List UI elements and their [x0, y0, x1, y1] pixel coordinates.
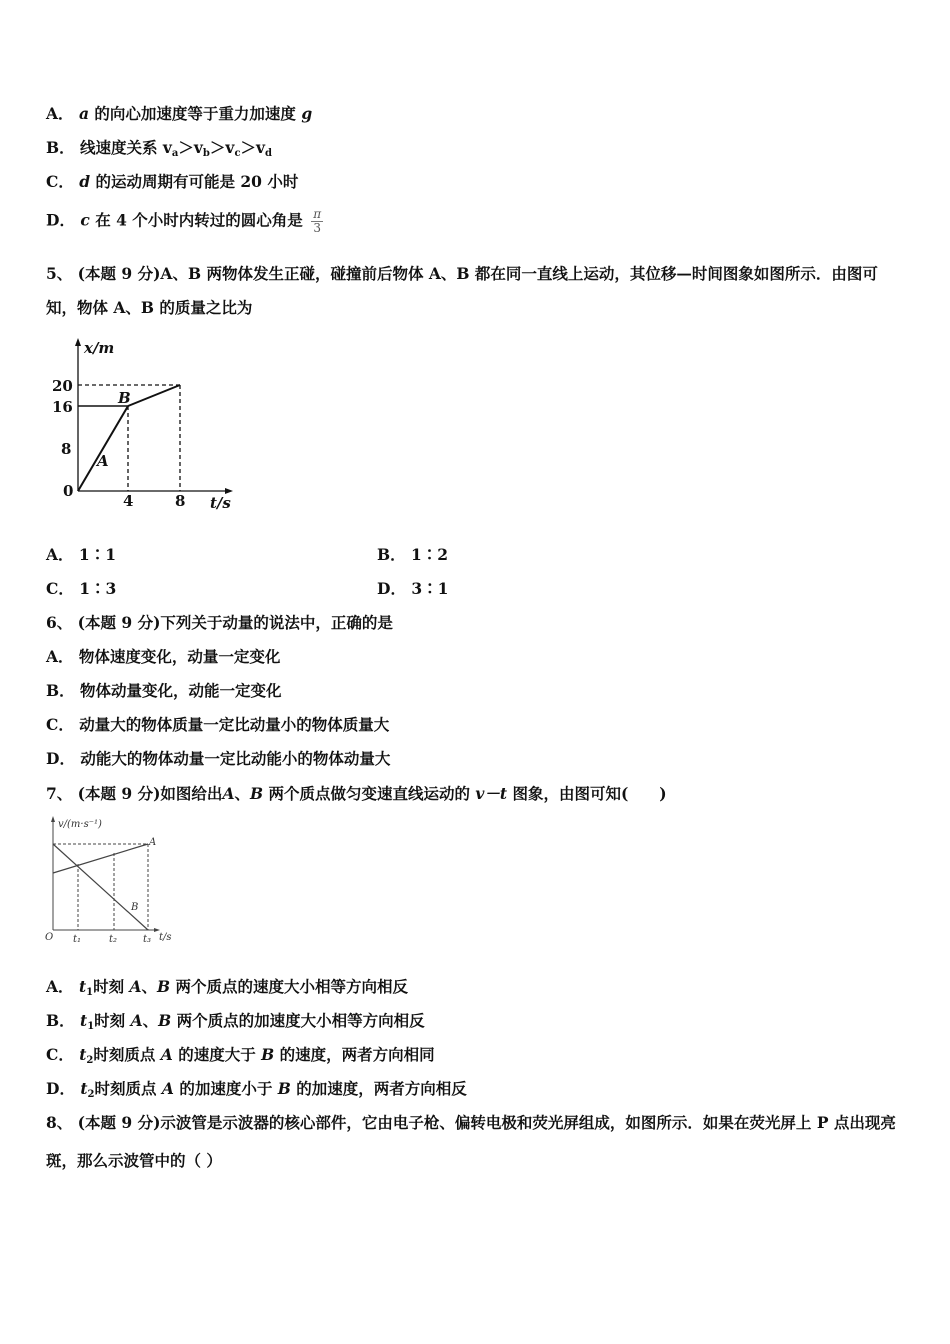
label-a: A [97, 452, 109, 470]
q7-option-d: D． $t_2$时刻质点 A 的加速度小于 B 的加速度，两者方向相反 [46, 1079, 467, 1100]
q7-text: 7、 (本题 9 分)如图给出A、B 两个质点做匀变速直线运动的 v－t 图象，由图可知( ) [46, 784, 667, 803]
q5-option-c: C． 1∶3 [46, 579, 117, 598]
y-axis-label: x/m [84, 339, 115, 357]
q6-text: 6、 (本题 9 分)下列关于动量的说法中，正确的是 [46, 613, 393, 632]
x-tick-t3: t₃ [143, 934, 152, 945]
q4-option-d: D． c 在 4 个小时内转过的圆心角是 $\frac{\pi}{3}$ [46, 207, 322, 235]
q8-text: 8、 (本题 9 分)示波管是示波器的核心部件，它由电子枪、偏转电极和荧光屏组成，如图所示．如果在荧光屏上 P 点出现亮斑，那么示波管中的（ ） [46, 1113, 896, 1170]
q6-option-b: B． 物体动量变化，动能一定变化 [46, 681, 282, 700]
y-axis-label: v/(m·s⁻¹) [58, 819, 102, 830]
q4-option-c: C． d 的运动周期有可能是 20 小时 [46, 172, 299, 191]
origin-label: O [45, 932, 54, 943]
label-b: B [131, 902, 139, 913]
q5-option-a: A． 1∶1 [46, 545, 116, 564]
q4-option-b: B． 线速度关系 $v_a>v_b>v_c>v_d$ [46, 138, 273, 159]
x-axis-label: t/s [159, 932, 172, 943]
series-a [78, 406, 128, 491]
q4-option-a: A． a 的向心加速度等于重力加速度 g [46, 104, 313, 123]
q5-option-d: D． 3∶1 [377, 579, 449, 598]
q6-option-c: C． 动量大的物体质量一定比动量小的物体质量大 [46, 715, 390, 734]
q5-xt-graph [48, 334, 248, 519]
x-tick-t1: t₁ [73, 934, 82, 945]
x-tick-t2: t₂ [109, 934, 118, 945]
series-a [53, 844, 148, 873]
fraction-pi-over-3: $\frac{\pi}{3}$ [313, 207, 322, 235]
q7-option-c: C． $t_2$时刻质点 A 的速度大于 B 的速度，两者方向相同 [46, 1045, 435, 1066]
y-axis-arrow [51, 816, 55, 822]
y-tick-16: 16 [52, 398, 73, 416]
label-b: B [118, 389, 131, 407]
series-b [128, 385, 180, 406]
x-tick-8: 8 [175, 492, 186, 510]
q5-option-b: B． 1∶2 [377, 545, 449, 564]
q7-option-b: B． $t_1$时刻 A、B 两个质点的加速度大小相等方向相反 [46, 1011, 425, 1032]
q6-option-d: D． 动能大的物体动量一定比动能小的物体动量大 [46, 749, 391, 768]
series-b [53, 844, 148, 930]
x-axis-label: t/s [210, 494, 231, 512]
y-axis-arrow [75, 338, 81, 346]
q7-option-a: A． $t_1$时刻 A、B 两个质点的速度大小相等方向相反 [46, 977, 409, 998]
q7-vt-graph [44, 813, 184, 948]
x-tick-4: 4 [123, 492, 134, 510]
label-a: A [149, 837, 157, 848]
origin-label: 0 [63, 482, 74, 500]
q6-option-a: A． 物体速度变化，动量一定变化 [46, 647, 281, 666]
q5-text: 5、 (本题 9 分)A、B 两物体发生正碰，碰撞前后物体 A、B 都在同一直线上运动，其位移—时间图象如图所示．由图可知，物体 A、B 的质量之比为 [46, 264, 878, 317]
y-tick-20: 20 [52, 377, 73, 395]
y-tick-8: 8 [61, 440, 72, 458]
